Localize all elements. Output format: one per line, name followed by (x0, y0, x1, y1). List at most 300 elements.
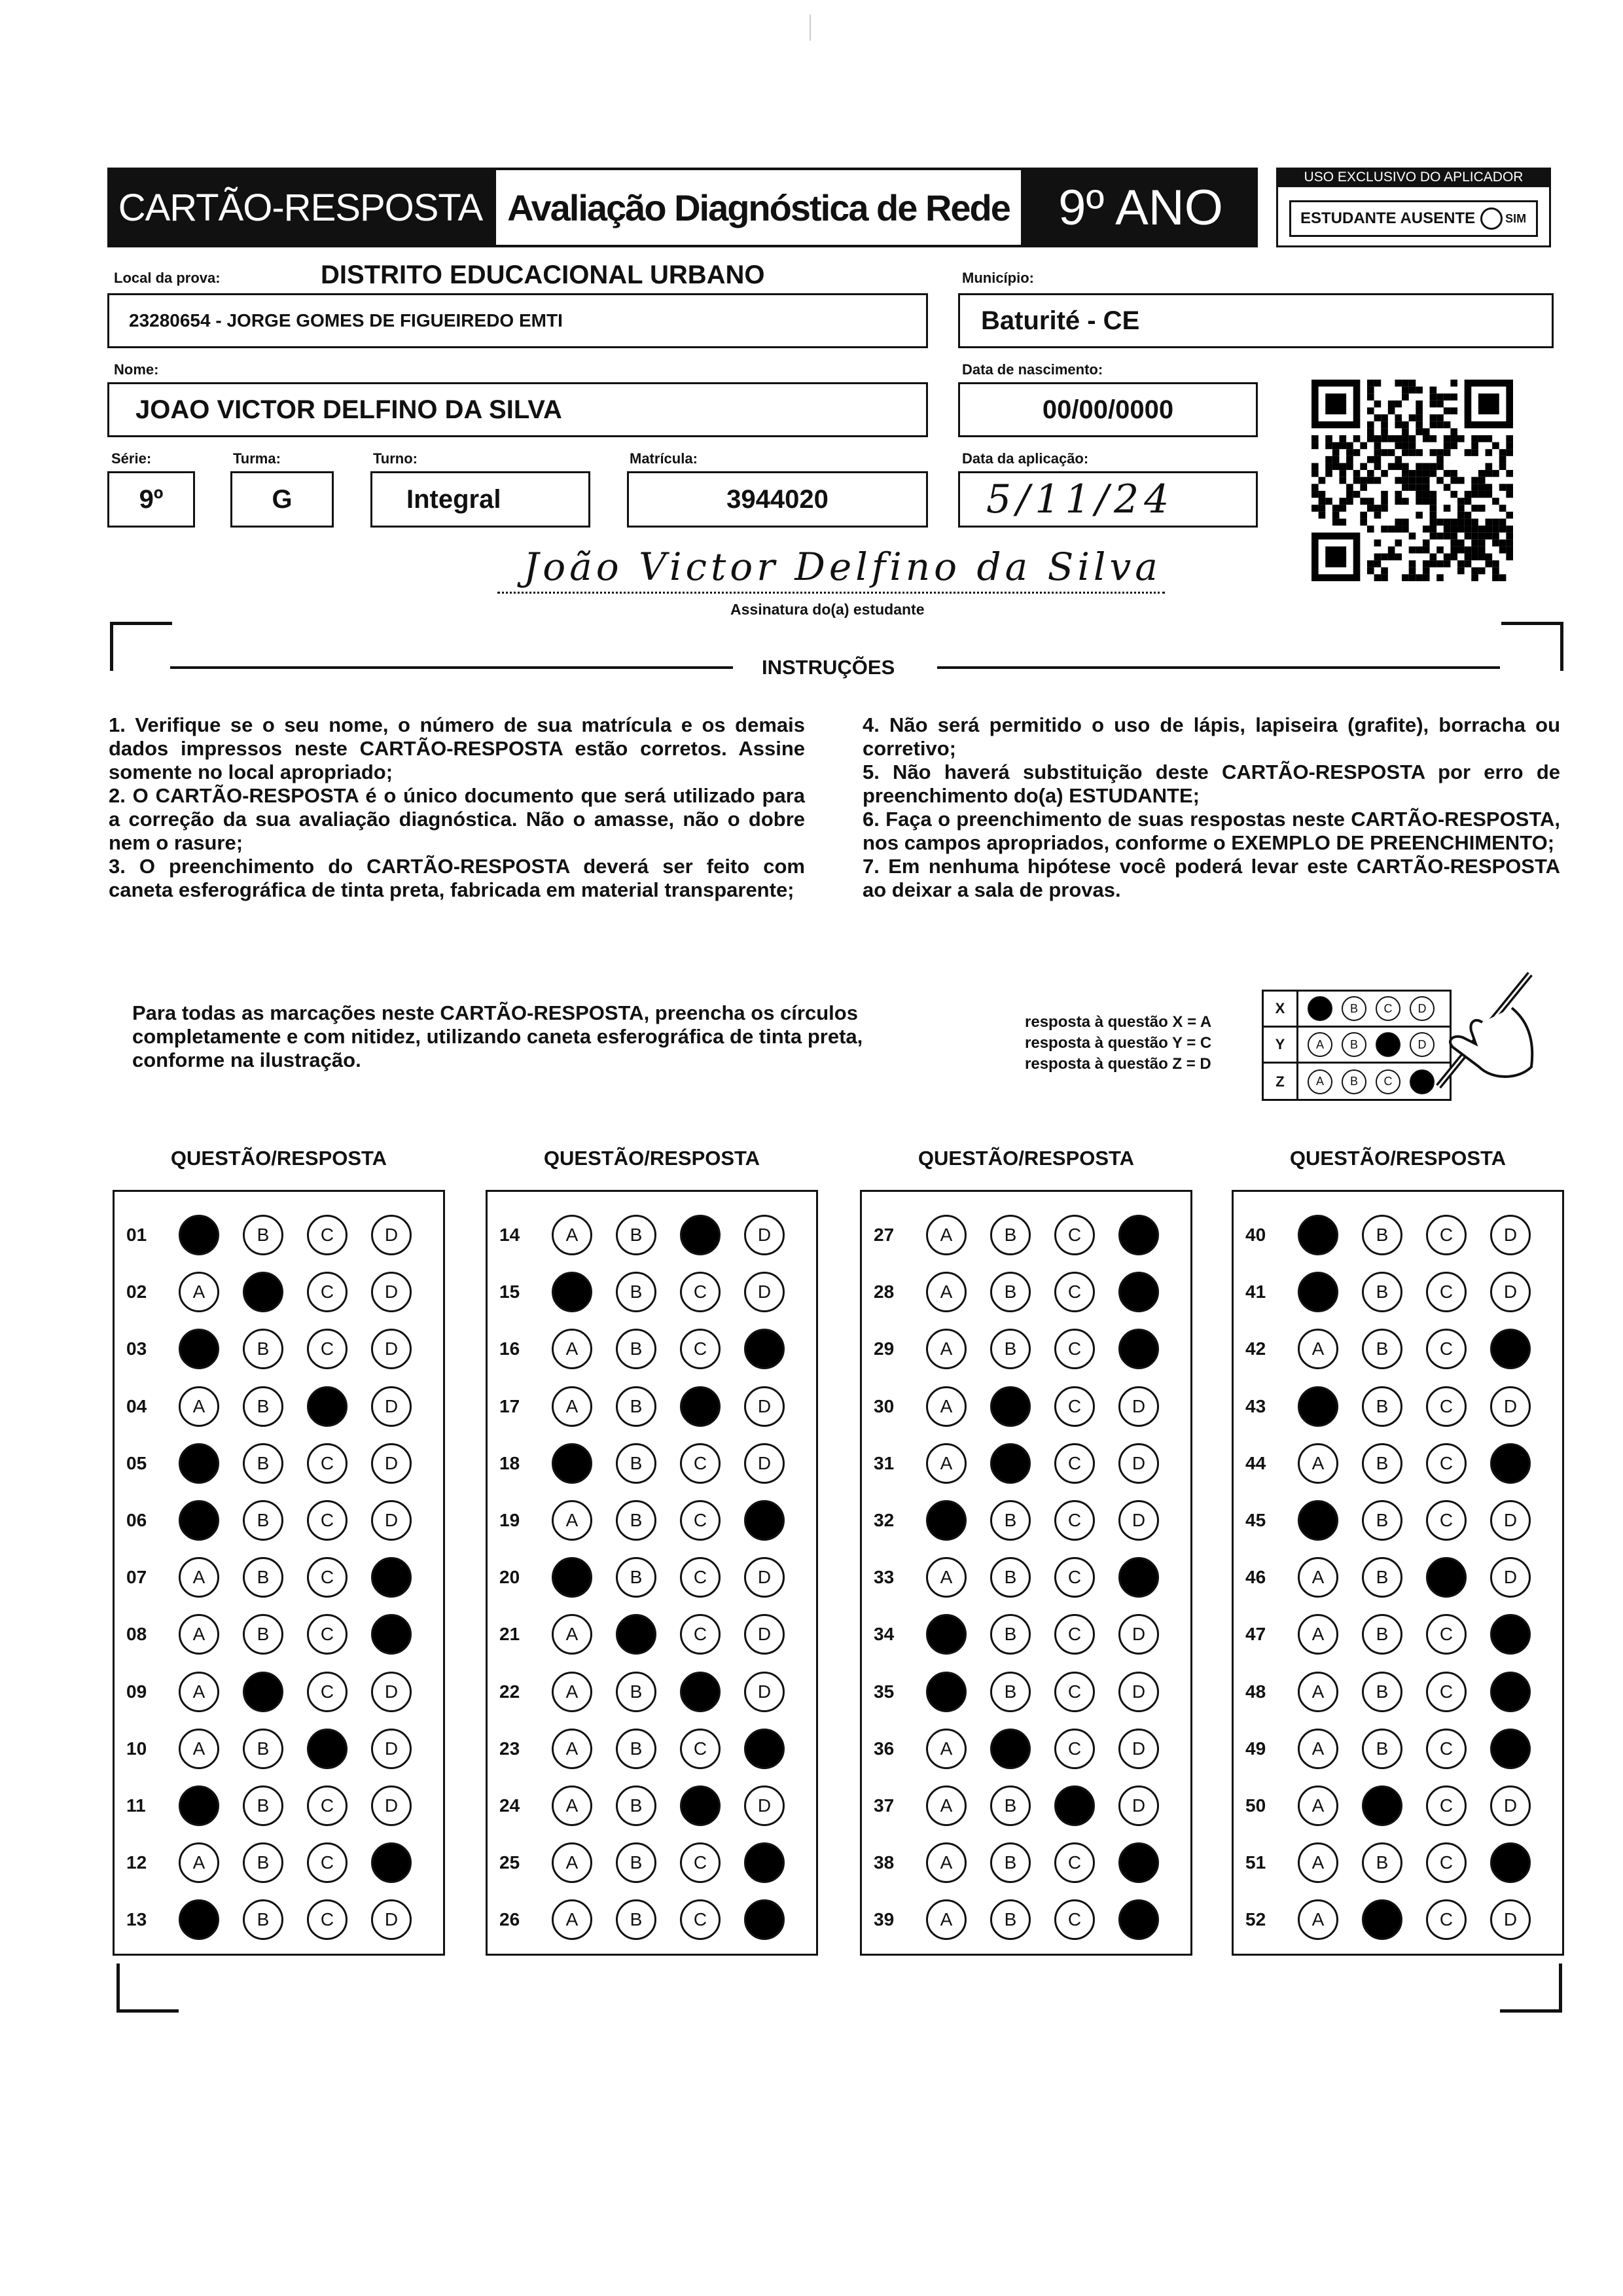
answer-row (862, 1729, 1183, 1768)
municipio-field[interactable] (958, 293, 1554, 348)
answer-bubble-a[interactable]: A (1298, 1729, 1338, 1769)
answer-bubble-c[interactable]: C (1054, 1272, 1095, 1312)
answer-bubble-d[interactable]: D (1490, 1215, 1531, 1255)
qr-module (1430, 393, 1437, 401)
qr-module (1444, 484, 1451, 491)
answer-bubble-c[interactable]: C (680, 1614, 721, 1655)
answer-bubble-d[interactable]: D (371, 1272, 412, 1312)
answer-bubble-a[interactable]: A (926, 1272, 967, 1312)
qr-module (1395, 498, 1402, 505)
qr-module (1409, 560, 1416, 567)
qr-module (1367, 477, 1374, 484)
question-number: 42 (1245, 1338, 1266, 1359)
answer-bubble-b[interactable] (1362, 1785, 1402, 1826)
qr-module (1332, 518, 1340, 526)
answer-bubble-d[interactable]: D (1490, 1500, 1531, 1541)
qr-module (1339, 505, 1346, 512)
answer-bubble-b[interactable]: B (1362, 1842, 1402, 1883)
qr-module (1416, 477, 1423, 484)
answer-bubble-c[interactable]: C (1426, 1729, 1467, 1769)
answer-bubble-d[interactable]: D (1490, 1557, 1531, 1598)
answer-bubble-d[interactable]: D (371, 1443, 412, 1484)
answer-bubble-b[interactable]: B (990, 1329, 1031, 1369)
answer-bubble-c[interactable]: C (1426, 1329, 1467, 1369)
qr-module (1402, 463, 1409, 470)
answer-bubble-a[interactable]: A (552, 1899, 592, 1940)
answer-bubble-a[interactable]: A (552, 1785, 592, 1826)
qr-module (1339, 435, 1346, 442)
answer-bubble-d[interactable]: D (371, 1899, 412, 1940)
answer-bubble-b[interactable]: B (1362, 1500, 1402, 1541)
qr-module (1409, 470, 1416, 477)
answer-bubble-d[interactable]: D (371, 1500, 412, 1541)
answer-bubble-d[interactable]: D (1490, 1386, 1531, 1427)
answer-bubble-a[interactable]: A (926, 1443, 967, 1484)
qr-module (1325, 547, 1346, 567)
answer-bubble-a[interactable] (179, 1443, 219, 1484)
answer-bubble-c[interactable]: C (1426, 1500, 1467, 1541)
answer-bubble-b[interactable]: B (616, 1557, 656, 1598)
answer-bubble-a[interactable]: A (552, 1215, 592, 1255)
answer-bubble-d[interactable] (744, 1899, 785, 1940)
answer-bubble-c[interactable]: C (1054, 1443, 1095, 1484)
answer-bubble-a[interactable]: A (926, 1785, 967, 1826)
answer-bubble-d[interactable]: D (744, 1557, 785, 1598)
answer-bubble-c[interactable]: C (307, 1672, 348, 1712)
qr-module (1499, 484, 1507, 491)
answer-bubble-c[interactable]: C (1426, 1215, 1467, 1255)
answer-bubble-b[interactable] (243, 1672, 283, 1712)
answer-bubble-a[interactable]: A (552, 1614, 592, 1655)
answer-bubble-c[interactable]: C (307, 1557, 348, 1598)
turno-field[interactable] (370, 471, 590, 528)
answer-bubble-b[interactable]: B (990, 1500, 1031, 1541)
qr-module (1457, 567, 1465, 575)
qr-module (1444, 393, 1451, 401)
question-number: 40 (1245, 1225, 1266, 1245)
answer-bubble-c[interactable]: C (1054, 1215, 1095, 1255)
answer-bubble-a[interactable]: A (179, 1557, 219, 1598)
answer-row (1234, 1444, 1554, 1483)
qr-module (1367, 505, 1374, 512)
answer-bubble-a[interactable] (1298, 1272, 1338, 1312)
answer-bubble-c[interactable]: C (1054, 1614, 1095, 1655)
answer-bubble-c[interactable] (680, 1386, 721, 1427)
answer-bubble-b[interactable]: B (243, 1443, 283, 1484)
nasc-field[interactable] (958, 382, 1258, 437)
answer-bubble-d[interactable] (1118, 1329, 1159, 1369)
qr-module (1416, 407, 1423, 414)
absent-bubble[interactable] (1480, 207, 1503, 230)
answer-bubble-a[interactable]: A (1298, 1785, 1338, 1826)
answer-bubble-d[interactable]: D (1490, 1785, 1531, 1826)
answer-row (1234, 1329, 1554, 1369)
answer-bubble-c[interactable]: C (1426, 1899, 1467, 1940)
qr-module (1471, 554, 1478, 561)
answer-bubble-a[interactable]: A (1298, 1672, 1338, 1712)
answer-bubble-b[interactable]: B (1362, 1729, 1402, 1769)
qr-module (1325, 442, 1332, 450)
answer-bubble-d[interactable]: D (371, 1386, 412, 1427)
answer-bubble-b[interactable]: B (990, 1272, 1031, 1312)
answer-bubble-b[interactable]: B (243, 1729, 283, 1769)
answer-row (862, 1786, 1183, 1825)
answer-bubble-c[interactable]: C (1054, 1500, 1095, 1541)
answer-bubble-a[interactable] (179, 1500, 219, 1541)
fill-note: Para todas as marcações neste CARTÃO-RESPOSTA, preencha os círculos completamente e com nitidez, utilizando caneta esferográfica de tinta preta, conforme na ilustração. (132, 1001, 863, 1071)
answer-bubble-d[interactable] (1118, 1215, 1159, 1255)
answer-bubble-a[interactable]: A (552, 1329, 592, 1369)
answer-bubble-d[interactable]: D (1118, 1729, 1159, 1769)
answer-bubble-a[interactable] (552, 1272, 592, 1312)
answer-bubble-b[interactable]: B (1362, 1557, 1402, 1598)
nome-field[interactable] (107, 382, 928, 437)
matricula-field[interactable] (627, 471, 928, 528)
answer-bubble-b[interactable]: B (1362, 1672, 1402, 1712)
answer-bubble-d[interactable] (371, 1842, 412, 1883)
answer-bubble-a[interactable]: A (926, 1329, 967, 1369)
answer-bubble-a[interactable]: A (179, 1672, 219, 1712)
answer-bubble-d[interactable] (744, 1329, 785, 1369)
answer-bubble-c[interactable]: C (307, 1272, 348, 1312)
answer-bubble-b[interactable]: B (1362, 1329, 1402, 1369)
answer-bubble-c[interactable]: C (307, 1785, 348, 1826)
aplicacao-field[interactable] (958, 471, 1258, 528)
answer-bubble-d[interactable]: D (1490, 1272, 1531, 1312)
answer-bubble-b[interactable]: B (616, 1729, 656, 1769)
answer-bubble-c[interactable]: C (1054, 1386, 1095, 1427)
answer-bubble-c[interactable]: C (1426, 1614, 1467, 1655)
answer-bubble-b[interactable]: B (243, 1500, 283, 1541)
answer-bubble-d[interactable] (371, 1614, 412, 1655)
answer-bubble-b[interactable]: B (990, 1614, 1031, 1655)
answer-bubble-d[interactable]: D (744, 1386, 785, 1427)
example-bubble: C (1376, 1069, 1400, 1094)
answer-bubble-b[interactable]: B (616, 1215, 656, 1255)
answer-bubble-a[interactable]: A (1298, 1899, 1338, 1940)
qr-module (1374, 477, 1382, 484)
answer-bubble-c[interactable] (1426, 1557, 1467, 1598)
answer-bubble-a[interactable]: A (926, 1899, 967, 1940)
answer-bubble-a[interactable]: A (926, 1215, 967, 1255)
qr-module (1416, 491, 1423, 498)
answer-bubble-c[interactable]: C (1054, 1729, 1095, 1769)
answer-bubble-c[interactable]: C (307, 1500, 348, 1541)
answer-bubble-c[interactable]: C (307, 1443, 348, 1484)
answer-bubble-d[interactable]: D (1118, 1785, 1159, 1826)
answer-bubble-d[interactable] (1490, 1614, 1531, 1655)
answer-bubble-d[interactable] (744, 1500, 785, 1541)
qr-module (1416, 428, 1423, 435)
answer-bubble-a[interactable]: A (926, 1386, 967, 1427)
frame-corner-top-right (1501, 622, 1563, 671)
qr-module (1457, 539, 1465, 547)
answer-bubble-b[interactable]: B (990, 1672, 1031, 1712)
answer-bubble-c[interactable]: C (680, 1443, 721, 1484)
qr-module (1311, 505, 1319, 512)
answer-bubble-a[interactable]: A (179, 1842, 219, 1883)
qr-module (1430, 435, 1437, 442)
answer-bubble-c[interactable]: C (307, 1215, 348, 1255)
qr-module (1311, 491, 1319, 498)
card-title: CARTÃO-RESPOSTA (107, 168, 493, 247)
qr-module (1506, 449, 1513, 456)
qr-module (1430, 491, 1437, 498)
answer-bubble-d[interactable]: D (1118, 1443, 1159, 1484)
answer-bubble-a[interactable]: A (1298, 1557, 1338, 1598)
answer-bubble-a[interactable] (179, 1329, 219, 1369)
answer-bubble-b[interactable]: B (616, 1329, 656, 1369)
answer-bubble-a[interactable]: A (179, 1614, 219, 1655)
answer-bubble-b[interactable] (990, 1443, 1031, 1484)
answer-bubble-d[interactable]: D (1118, 1614, 1159, 1655)
answer-bubble-b[interactable]: B (243, 1842, 283, 1883)
question-number: 20 (499, 1567, 520, 1588)
answer-bubble-c[interactable]: C (307, 1842, 348, 1883)
answer-bubble-d[interactable]: D (1118, 1386, 1159, 1427)
question-number: 26 (499, 1909, 520, 1930)
answer-bubble-c[interactable]: C (680, 1329, 721, 1369)
answer-row (862, 1387, 1183, 1426)
answer-bubble-b[interactable]: B (243, 1899, 283, 1940)
qr-module (1395, 414, 1402, 422)
turma-field[interactable] (230, 471, 334, 528)
qr-module (1388, 435, 1395, 442)
answer-bubble-b[interactable]: B (616, 1672, 656, 1712)
answer-bubble-b[interactable]: B (243, 1215, 283, 1255)
answer-bubble-d[interactable]: D (744, 1614, 785, 1655)
answer-bubble-a[interactable]: A (552, 1672, 592, 1712)
answer-bubble-b[interactable]: B (616, 1386, 656, 1427)
answer-row (1234, 1843, 1554, 1882)
answer-bubble-b[interactable] (1362, 1899, 1402, 1940)
answer-bubble-d[interactable] (1490, 1842, 1531, 1883)
qr-module (1325, 456, 1332, 463)
answer-bubble-b[interactable]: B (243, 1785, 283, 1826)
answer-bubble-b[interactable]: B (990, 1557, 1031, 1598)
answer-bubble-c[interactable]: C (1054, 1557, 1095, 1598)
answer-bubble-c[interactable]: C (1426, 1672, 1467, 1712)
answer-bubble-a[interactable] (179, 1899, 219, 1940)
answer-bubble-b[interactable]: B (616, 1842, 656, 1883)
qr-module (1311, 484, 1319, 491)
answer-bubble-a[interactable] (179, 1215, 219, 1255)
qr-module (1374, 401, 1382, 408)
answer-bubble-a[interactable] (1298, 1386, 1338, 1427)
qr-module (1444, 422, 1451, 429)
answer-bubble-a[interactable] (926, 1500, 967, 1541)
answer-bubble-c[interactable]: C (1054, 1842, 1095, 1883)
serie-field[interactable] (107, 471, 195, 528)
answer-bubble-b[interactable]: B (616, 1272, 656, 1312)
answer-bubble-c[interactable] (680, 1672, 721, 1712)
answer-bubble-b[interactable]: B (1362, 1215, 1402, 1255)
answer-bubble-d[interactable]: D (744, 1443, 785, 1484)
answer-bubble-b[interactable]: B (1362, 1386, 1402, 1427)
answer-bubble-b[interactable]: B (1362, 1614, 1402, 1655)
applicator-header: USO EXCLUSIVO DO APLICADOR (1276, 168, 1551, 187)
answer-bubble-c[interactable]: C (1426, 1272, 1467, 1312)
answer-bubble-c[interactable]: C (1426, 1443, 1467, 1484)
answer-bubble-d[interactable]: D (1490, 1899, 1531, 1940)
answer-bubble-b[interactable]: B (616, 1500, 656, 1541)
answer-bubble-d[interactable] (371, 1557, 412, 1598)
answer-bubble-c[interactable]: C (1426, 1386, 1467, 1427)
answer-bubble-b[interactable] (243, 1272, 283, 1312)
qr-module (1499, 449, 1507, 456)
qr-module (1381, 435, 1388, 442)
answer-bubble-c[interactable]: C (1426, 1842, 1467, 1883)
answer-bubble-c[interactable] (307, 1386, 348, 1427)
answer-bubble-d[interactable]: D (371, 1215, 412, 1255)
answer-bubble-c[interactable]: C (1054, 1899, 1095, 1940)
answer-bubble-c[interactable]: C (680, 1729, 721, 1769)
answer-bubble-d[interactable] (744, 1729, 785, 1769)
qr-module (1360, 512, 1367, 519)
answer-bubble-a[interactable] (1298, 1500, 1338, 1541)
qr-module (1465, 449, 1472, 456)
answer-bubble-b[interactable]: B (616, 1443, 656, 1484)
answer-bubble-c[interactable]: C (680, 1557, 721, 1598)
answer-bubble-d[interactable]: D (371, 1672, 412, 1712)
answer-bubble-c[interactable]: C (1054, 1672, 1095, 1712)
answer-bubble-d[interactable] (1118, 1899, 1159, 1940)
answer-bubble-c[interactable] (680, 1215, 721, 1255)
qr-module (1367, 435, 1374, 442)
answer-bubble-b[interactable]: B (243, 1386, 283, 1427)
answer-bubble-c[interactable]: C (1054, 1329, 1095, 1369)
answer-bubble-a[interactable]: A (926, 1729, 967, 1769)
answer-bubble-b[interactable]: B (243, 1557, 283, 1598)
answer-bubble-a[interactable]: A (552, 1729, 592, 1769)
qr-module (1506, 554, 1513, 561)
answer-bubble-d[interactable] (1490, 1329, 1531, 1369)
answer-bubble-c[interactable]: C (680, 1500, 721, 1541)
answer-bubble-b[interactable]: B (990, 1899, 1031, 1940)
qr-module (1381, 526, 1388, 533)
qr-module (1367, 470, 1374, 477)
answer-bubble-b[interactable] (616, 1614, 656, 1655)
answer-bubble-c[interactable] (307, 1729, 348, 1769)
school-field[interactable] (107, 293, 928, 348)
answer-row (115, 1215, 435, 1255)
answer-bubble-d[interactable]: D (1118, 1500, 1159, 1541)
answer-bubble-d[interactable] (1490, 1443, 1531, 1484)
answer-bubble-b[interactable]: B (243, 1614, 283, 1655)
qr-module (1416, 387, 1423, 394)
answer-bubble-a[interactable] (552, 1557, 592, 1598)
answer-bubble-c[interactable]: C (680, 1842, 721, 1883)
answer-bubble-d[interactable]: D (744, 1785, 785, 1826)
answer-row (488, 1843, 808, 1882)
answer-bubble-d[interactable] (1118, 1272, 1159, 1312)
answer-bubble-d[interactable] (1118, 1557, 1159, 1598)
answer-bubble-d[interactable]: D (371, 1729, 412, 1769)
answer-bubble-b[interactable]: B (1362, 1443, 1402, 1484)
answer-bubble-a[interactable] (926, 1614, 967, 1655)
qr-module (1339, 442, 1346, 450)
answer-bubble-a[interactable]: A (179, 1729, 219, 1769)
qr-module (1471, 442, 1478, 450)
answer-bubble-d[interactable]: D (744, 1215, 785, 1255)
answer-bubble-d[interactable]: D (371, 1329, 412, 1369)
qr-module (1409, 533, 1416, 540)
qr-module (1423, 574, 1430, 581)
answer-bubble-a[interactable]: A (552, 1386, 592, 1427)
qr-module (1332, 512, 1340, 519)
answer-bubble-c[interactable]: C (307, 1329, 348, 1369)
qr-module (1444, 518, 1451, 526)
example-bubble: B (1342, 1069, 1366, 1094)
answer-bubble-a[interactable]: A (1298, 1842, 1338, 1883)
answer-bubble-b[interactable]: B (990, 1215, 1031, 1255)
answer-bubble-d[interactable]: D (1118, 1672, 1159, 1712)
answer-row (862, 1444, 1183, 1483)
qr-module (1457, 547, 1465, 554)
answer-bubble-d[interactable] (1490, 1672, 1531, 1712)
answer-bubble-b[interactable]: B (243, 1329, 283, 1369)
answer-bubble-c[interactable]: C (680, 1272, 721, 1312)
qr-module (1436, 518, 1444, 526)
answer-bubble-d[interactable] (1490, 1729, 1531, 1769)
answer-bubble-c[interactable] (1054, 1785, 1095, 1826)
answer-row (862, 1558, 1183, 1597)
answer-bubble-c[interactable]: C (1426, 1785, 1467, 1826)
answer-bubble-b[interactable] (990, 1729, 1031, 1769)
answer-bubble-c[interactable]: C (307, 1614, 348, 1655)
answer-bubble-d[interactable]: D (371, 1785, 412, 1826)
answer-bubble-d[interactable]: D (744, 1672, 785, 1712)
answer-bubble-d[interactable] (1118, 1842, 1159, 1883)
qr-module (1325, 435, 1332, 442)
instruction-5: 5. Não haverá substituição deste CARTÃO-RESPOSTA por erro de preenchimento do(a) ESTUDANTE; (863, 761, 1560, 807)
answer-bubble-a[interactable]: A (552, 1500, 592, 1541)
answer-bubble-d[interactable]: D (744, 1272, 785, 1312)
qr-module (1311, 442, 1319, 450)
answer-bubble-a[interactable]: A (1298, 1329, 1338, 1369)
answer-bubble-a[interactable]: A (179, 1386, 219, 1427)
answer-bubble-b[interactable] (990, 1386, 1031, 1427)
answer-bubble-a[interactable]: A (179, 1272, 219, 1312)
answer-bubble-b[interactable]: B (990, 1842, 1031, 1883)
answer-bubble-c[interactable]: C (307, 1899, 348, 1940)
answer-bubble-a[interactable]: A (1298, 1443, 1338, 1484)
answer-bubble-b[interactable]: B (616, 1785, 656, 1826)
absent-label: ESTUDANTE AUSENTE (1300, 209, 1476, 227)
answer-bubble-b[interactable]: B (1362, 1272, 1402, 1312)
answer-bubble-c[interactable]: C (680, 1899, 721, 1940)
answer-bubble-b[interactable]: B (616, 1899, 656, 1940)
answer-bubble-a[interactable] (179, 1785, 219, 1826)
answer-bubble-a[interactable] (552, 1443, 592, 1484)
column-title: QUESTÃO/RESPOSTA (918, 1147, 1135, 1170)
answer-bubble-a[interactable]: A (552, 1842, 592, 1883)
qr-module (1353, 477, 1361, 484)
qr-module (1450, 435, 1457, 442)
answer-bubble-a[interactable]: A (926, 1842, 967, 1883)
answer-bubble-d[interactable] (744, 1842, 785, 1883)
answer-bubble-a[interactable] (926, 1672, 967, 1712)
answer-bubble-c[interactable] (680, 1785, 721, 1826)
qr-module (1486, 533, 1493, 540)
qr-module (1311, 470, 1319, 477)
answer-bubble-a[interactable]: A (1298, 1614, 1338, 1655)
qr-module (1402, 518, 1409, 526)
answer-bubble-a[interactable] (1298, 1215, 1338, 1255)
answer-bubble-a[interactable]: A (926, 1557, 967, 1598)
answer-bubble-b[interactable]: B (990, 1785, 1031, 1826)
qr-module (1430, 526, 1437, 533)
